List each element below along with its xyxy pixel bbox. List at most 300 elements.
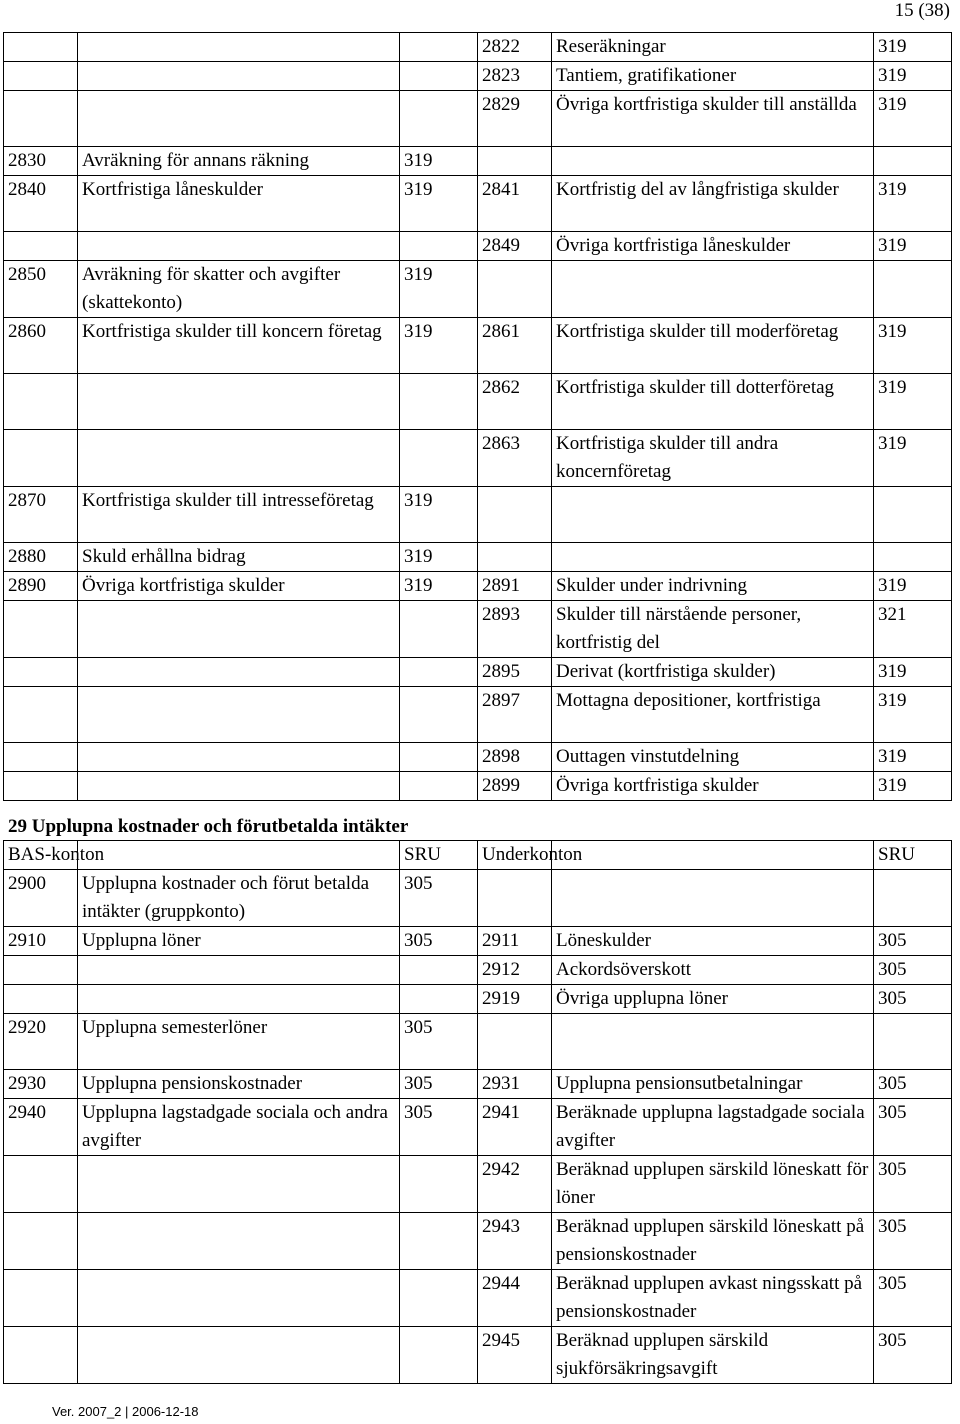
bas-account-name — [78, 985, 400, 1014]
sub-account-number — [478, 62, 552, 91]
sub-sru-code — [874, 1014, 952, 1070]
bas-account-name — [78, 1213, 400, 1270]
sub-account-number — [478, 985, 552, 1014]
table-row — [4, 601, 952, 658]
cell-text: 305 — [404, 873, 433, 894]
sub-account-number — [478, 543, 552, 572]
cell-text: 2920 — [8, 1017, 46, 1038]
sub-account-name — [552, 601, 874, 658]
sub-account-name — [552, 62, 874, 91]
sub-account-number — [478, 1327, 552, 1384]
bas-account-number — [4, 543, 78, 572]
bas-sru-code — [400, 687, 478, 743]
cell-text: 305 — [878, 1073, 907, 1094]
sub-account-number — [478, 147, 552, 176]
cell-text: Upplupna lagstadgade sociala och andra avgifter — [82, 1102, 388, 1151]
cell-text: 2849 — [482, 235, 520, 256]
sub-account-number — [478, 1014, 552, 1070]
sub-account-name — [552, 33, 874, 62]
cell-text: 2944 — [482, 1273, 520, 1294]
cell-text: 2911 — [482, 930, 520, 951]
table-row — [4, 374, 952, 430]
cell-text: Kortfristig del av långfristiga skulder — [556, 179, 839, 200]
cell-text: 2899 — [482, 775, 520, 796]
cell-text: 319 — [878, 575, 907, 596]
cell-text: 319 — [878, 36, 907, 57]
accounts-table-29 — [3, 840, 952, 1384]
sub-account-name — [552, 318, 874, 374]
cell-text: 2893 — [482, 604, 520, 625]
cell-text: Övriga kortfristiga skulder — [82, 575, 285, 596]
cell-text: 2912 — [482, 959, 520, 980]
sub-account-name — [552, 1014, 874, 1070]
cell-text: 2841 — [482, 179, 520, 200]
cell-text: Övriga upplupna löner — [556, 988, 729, 1009]
bas-sru-code — [400, 147, 478, 176]
sub-account-name — [552, 374, 874, 430]
cell-text: Reseräkningar — [556, 36, 666, 57]
sub-sru-code — [874, 601, 952, 658]
sub-account-number — [478, 772, 552, 801]
sub-sru-code — [874, 1213, 952, 1270]
table-row — [4, 743, 952, 772]
cell-text: Övriga kortfristiga skulder till anställda — [556, 94, 857, 115]
cell-text: 319 — [878, 775, 907, 796]
bas-account-name — [78, 927, 400, 956]
sub-account-name — [552, 572, 874, 601]
sub-account-number — [478, 956, 552, 985]
bas-account-name — [78, 430, 400, 487]
sub-account-number — [478, 1070, 552, 1099]
bas-account-name — [78, 743, 400, 772]
table-row — [4, 572, 952, 601]
table-row — [4, 772, 952, 801]
cell-text: 319 — [878, 65, 907, 86]
cell-text: 319 — [878, 235, 907, 256]
cell-text: 2863 — [482, 433, 520, 454]
cell-text: 2943 — [482, 1216, 520, 1237]
sub-sru-code — [874, 487, 952, 543]
cell-text: 305 — [404, 1073, 433, 1094]
cell-text: Upplupna semesterlöner — [82, 1017, 268, 1038]
cell-text: Upplupna kostnader och förut betalda intäkter (gruppkonto) — [82, 873, 370, 922]
bas-sru-code — [400, 33, 478, 62]
bas-account-name — [78, 601, 400, 658]
table-row — [4, 543, 952, 572]
bas-account-number — [4, 374, 78, 430]
cell-text: 2919 — [482, 988, 520, 1009]
bas-account-number — [4, 985, 78, 1014]
sub-account-number — [478, 743, 552, 772]
sub-account-name — [552, 772, 874, 801]
bas-account-name — [78, 1156, 400, 1213]
sub-sru-code — [874, 261, 952, 318]
cell-text: 319 — [878, 377, 907, 398]
bas-account-number — [4, 1270, 78, 1327]
table-row — [4, 147, 952, 176]
sub-sru-code — [874, 176, 952, 232]
cell-text: Beräknad upplupen särskild löneskatt på pensionskostnader — [556, 1216, 865, 1265]
sub-account-number — [478, 1213, 552, 1270]
bas-account-name — [78, 687, 400, 743]
bas-account-number — [4, 927, 78, 956]
cell-text: Kortfristiga låneskulder — [82, 179, 263, 200]
cell-text: Beräknad upplupen avkast ningsskatt på pensionskostnader — [556, 1273, 863, 1322]
bas-sru-code — [400, 601, 478, 658]
bas-account-name — [78, 772, 400, 801]
bas-account-number — [4, 572, 78, 601]
sub-account-name — [552, 1099, 874, 1156]
sub-account-name — [552, 985, 874, 1014]
sub-account-name — [552, 261, 874, 318]
sub-account-number — [478, 318, 552, 374]
cell-text: 2862 — [482, 377, 520, 398]
sub-sru-header — [874, 841, 952, 870]
bas-sru-code — [400, 1099, 478, 1156]
sub-sru-code — [874, 430, 952, 487]
bas-sru-code — [400, 232, 478, 261]
bas-account-number — [4, 687, 78, 743]
bas-sru-code — [400, 430, 478, 487]
sub-account-number — [478, 374, 552, 430]
cell-text: 321 — [878, 604, 907, 625]
bas-account-name — [78, 232, 400, 261]
cell-text: Löneskulder — [556, 930, 651, 951]
cell-text: Tantiem, gratifikationer — [556, 65, 737, 86]
cell-text: 2942 — [482, 1159, 520, 1180]
bas-account-name — [78, 147, 400, 176]
cell-text: 319 — [404, 546, 433, 567]
table-row — [4, 1099, 952, 1156]
sub-account-name — [552, 1156, 874, 1213]
bas-account-name — [78, 176, 400, 232]
sub-sru-code — [874, 147, 952, 176]
table-row — [4, 927, 952, 956]
bas-account-number — [4, 870, 78, 927]
bas-account-name — [78, 1327, 400, 1384]
bas-account-name — [78, 1014, 400, 1070]
sub-sru-code — [874, 543, 952, 572]
cell-text: Skuld erhållna bidrag — [82, 546, 246, 567]
sub-account-number — [478, 870, 552, 927]
cell-text: 319 — [878, 94, 907, 115]
bas-account-name — [78, 487, 400, 543]
sub-sru-code — [874, 985, 952, 1014]
cell-text: 319 — [878, 321, 907, 342]
sub-account-number — [478, 601, 552, 658]
sub-account-number — [478, 91, 552, 147]
bas-sru-code — [400, 318, 478, 374]
table-row — [4, 1070, 952, 1099]
sub-sru-code — [874, 62, 952, 91]
table-row — [4, 430, 952, 487]
cell-text: Beräknad upplupen särskild sjukförsäkringsavgift — [556, 1330, 769, 1379]
table-row — [4, 1327, 952, 1384]
bas-account-name — [78, 91, 400, 147]
cell-text: Skulder till närstående personer, kortfristig del — [556, 604, 802, 653]
sub-sru-code — [874, 572, 952, 601]
underkonton-header — [478, 841, 583, 870]
cell-text: Outtagen vinstutdelning — [556, 746, 740, 767]
sub-account-name — [552, 91, 874, 147]
cell-text: 319 — [878, 433, 907, 454]
cell-text: 305 — [878, 930, 907, 951]
bas-account-number — [4, 261, 78, 318]
bas-sru-code — [400, 985, 478, 1014]
bas-sru-code — [400, 1014, 478, 1070]
cell-text: 305 — [878, 1273, 907, 1294]
sub-account-name — [552, 147, 874, 176]
bas-sru-code — [400, 487, 478, 543]
bas-account-number — [4, 1213, 78, 1270]
bas-account-number — [4, 601, 78, 658]
bas-account-number — [4, 1156, 78, 1213]
bas-account-name — [78, 543, 400, 572]
bas-account-name — [78, 318, 400, 374]
sub-account-name — [552, 956, 874, 985]
bas-account-name — [78, 658, 400, 687]
cell-text: 2941 — [482, 1102, 520, 1123]
cell-text: Derivat (kortfristiga skulder) — [556, 661, 776, 682]
bas-sru-code — [400, 1156, 478, 1213]
table-row — [4, 1014, 952, 1070]
cell-text: 2900 — [8, 873, 46, 894]
sub-account-name — [552, 870, 874, 927]
cell-text: Upplupna pensionskostnader — [82, 1073, 303, 1094]
table-row — [4, 1156, 952, 1213]
bas-account-number — [4, 1099, 78, 1156]
cell-text: Kortfristiga skulder till intresseföretag — [82, 490, 374, 511]
cell-text: 319 — [878, 690, 907, 711]
bas-account-name — [78, 62, 400, 91]
bas-sru-code — [400, 261, 478, 318]
sub-account-number — [478, 487, 552, 543]
bas-sru-code — [400, 1327, 478, 1384]
cell-text: 2861 — [482, 321, 520, 342]
table-row — [4, 658, 952, 687]
table-row — [4, 487, 952, 543]
sru-header — [400, 841, 478, 870]
sub-account-number — [478, 1156, 552, 1213]
cell-text: 319 — [878, 179, 907, 200]
bas-account-name — [78, 1099, 400, 1156]
cell-text: 305 — [404, 1017, 433, 1038]
cell-text: 319 — [404, 321, 433, 342]
sub-account-number — [478, 176, 552, 232]
cell-text: Övriga kortfristiga låneskulder — [556, 235, 791, 256]
cell-text: 319 — [404, 264, 433, 285]
sub-sru-code — [874, 1270, 952, 1327]
cell-text: 2897 — [482, 690, 520, 711]
sub-account-name — [552, 658, 874, 687]
bas-account-number — [4, 1070, 78, 1099]
table-row — [4, 1270, 952, 1327]
cell-text: 319 — [878, 661, 907, 682]
cell-text: Kortfristiga skulder till andra koncernföretag — [556, 433, 779, 482]
sub-sru-code — [874, 91, 952, 147]
bas-account-number — [4, 430, 78, 487]
table-row — [4, 261, 952, 318]
cell-text: Kortfristiga skulder till moderföretag — [556, 321, 839, 342]
sub-account-name — [552, 543, 874, 572]
cell-text: 2890 — [8, 575, 46, 596]
bas-sru-code — [400, 572, 478, 601]
sub-account-number — [478, 1099, 552, 1156]
sub-sru-code — [874, 927, 952, 956]
bas-account-number — [4, 62, 78, 91]
sub-account-name — [552, 1070, 874, 1099]
sub-account-name — [552, 487, 874, 543]
sub-account-name — [552, 743, 874, 772]
bas-account-number — [4, 176, 78, 232]
cell-text: Avräkning för annans räkning — [82, 150, 310, 171]
sub-sru-code — [874, 33, 952, 62]
cell-text: 2830 — [8, 150, 46, 171]
sub-sru-code — [874, 870, 952, 927]
bas-sru-code — [400, 927, 478, 956]
bas-account-name — [78, 374, 400, 430]
sub-sru-code — [874, 743, 952, 772]
sub-account-name — [552, 430, 874, 487]
bas-account-number — [4, 956, 78, 985]
sub-account-name — [552, 927, 874, 956]
bas-account-number — [4, 147, 78, 176]
cell-text: Övriga kortfristiga skulder — [556, 775, 759, 796]
sub-sru-code — [874, 318, 952, 374]
page-number: 15 (38) — [894, 0, 950, 21]
cell-text: 2945 — [482, 1330, 520, 1351]
cell-text: SRU — [878, 844, 915, 865]
sub-account-number — [478, 927, 552, 956]
cell-text: 2898 — [482, 746, 520, 767]
cell-text: 2895 — [482, 661, 520, 682]
bas-account-number — [4, 1327, 78, 1384]
table-row — [4, 1213, 952, 1270]
sub-account-name — [552, 1327, 874, 1384]
cell-text: 2910 — [8, 930, 46, 951]
sub-sru-code — [874, 232, 952, 261]
bas-konton-header — [4, 841, 105, 870]
cell-text: Beräknade upplupna lagstadgade sociala avgifter — [556, 1102, 865, 1151]
cell-text: 2860 — [8, 321, 46, 342]
table-row — [4, 870, 952, 927]
table-row — [4, 91, 952, 147]
cell-text: 2850 — [8, 264, 46, 285]
sub-account-number — [478, 687, 552, 743]
cell-text: 305 — [878, 1102, 907, 1123]
cell-text: Beräknad upplupen särskild löneskatt för löner — [556, 1159, 869, 1208]
sub-account-name — [552, 176, 874, 232]
bas-sru-code — [400, 176, 478, 232]
bas-sru-code — [400, 1070, 478, 1099]
cell-text: 2891 — [482, 575, 520, 596]
cell-text: Skulder under indrivning — [556, 575, 748, 596]
cell-text: 305 — [878, 1216, 907, 1237]
sub-sru-code — [874, 1099, 952, 1156]
bas-sru-code — [400, 658, 478, 687]
cell-text: Mottagna depositioner, kortfristiga — [556, 690, 821, 711]
bas-account-number — [4, 487, 78, 543]
cell-text: SRU — [404, 844, 441, 865]
bas-account-number — [4, 318, 78, 374]
cell-text: 305 — [878, 959, 907, 980]
bas-sru-code — [400, 743, 478, 772]
cell-text: 305 — [404, 930, 433, 951]
cell-text: 2822 — [482, 36, 520, 57]
bas-account-number — [4, 1014, 78, 1070]
bas-sru-code — [400, 870, 478, 927]
sub-account-number — [478, 33, 552, 62]
bas-account-name — [78, 956, 400, 985]
cell-text: 2829 — [482, 94, 520, 115]
bas-name-header — [78, 841, 400, 870]
sub-account-number — [478, 430, 552, 487]
sub-account-name — [552, 1270, 874, 1327]
table-row — [4, 232, 952, 261]
cell-text: 319 — [404, 490, 433, 511]
bas-account-number — [4, 743, 78, 772]
table-row — [4, 687, 952, 743]
sub-account-number — [478, 232, 552, 261]
cell-text: 305 — [404, 1102, 433, 1123]
accounts-table-28 — [3, 32, 952, 801]
cell-text: 305 — [878, 1159, 907, 1180]
cell-text: Underkonton — [482, 844, 583, 865]
bas-account-number — [4, 658, 78, 687]
bas-sru-code — [400, 772, 478, 801]
sub-sru-code — [874, 687, 952, 743]
table-header-row — [4, 841, 952, 870]
bas-account-number — [4, 33, 78, 62]
sub-sru-code — [874, 1070, 952, 1099]
cell-text: BAS-konton — [8, 844, 105, 865]
sub-sru-code — [874, 956, 952, 985]
bas-account-name — [78, 1070, 400, 1099]
bas-account-name — [78, 1270, 400, 1327]
bas-sru-code — [400, 1270, 478, 1327]
sub-account-name — [552, 687, 874, 743]
cell-text: Upplupna löner — [82, 930, 201, 951]
cell-text: Avräkning för skatter och avgifter (skattekonto) — [82, 264, 341, 313]
bas-account-number — [4, 772, 78, 801]
bas-account-name — [78, 261, 400, 318]
cell-text: 2931 — [482, 1073, 520, 1094]
cell-text: 2840 — [8, 179, 46, 200]
bas-sru-code — [400, 91, 478, 147]
cell-text: 2940 — [8, 1102, 46, 1123]
cell-text: 319 — [404, 575, 433, 596]
bas-sru-code — [400, 374, 478, 430]
bas-sru-code — [400, 1213, 478, 1270]
bas-sru-code — [400, 956, 478, 985]
cell-text: 319 — [878, 746, 907, 767]
table-row — [4, 62, 952, 91]
sub-account-number — [478, 572, 552, 601]
sub-account-number — [478, 261, 552, 318]
cell-text: 319 — [404, 150, 433, 171]
cell-text: 2823 — [482, 65, 520, 86]
section-heading: 29 Upplupna kostnader och förutbetalda intäkter — [8, 816, 409, 837]
sub-account-number — [478, 658, 552, 687]
bas-sru-code — [400, 62, 478, 91]
sub-sru-code — [874, 658, 952, 687]
cell-text: 305 — [878, 1330, 907, 1351]
table-row — [4, 176, 952, 232]
cell-text: 319 — [404, 179, 433, 200]
table-row — [4, 318, 952, 374]
cell-text: 2880 — [8, 546, 46, 567]
table-row — [4, 33, 952, 62]
